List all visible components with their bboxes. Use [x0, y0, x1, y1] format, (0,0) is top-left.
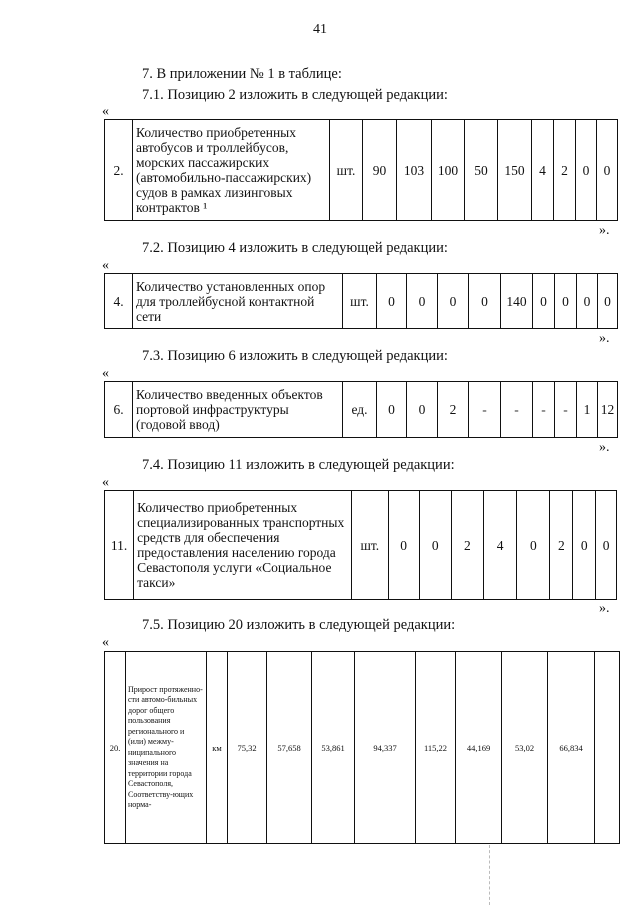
value-cell: -	[533, 382, 555, 438]
value-cell: 0	[419, 491, 451, 600]
page-number: 41	[313, 22, 327, 37]
value-cell: 53,02	[502, 652, 548, 844]
open-quote: «	[102, 635, 109, 650]
position-2-table	[104, 119, 618, 221]
close-quote: ».	[599, 331, 610, 346]
value-cell: 0	[388, 491, 419, 600]
close-quote: ».	[599, 223, 610, 238]
row-description: Количество установленных опор для троллейбусной контактной сети	[133, 274, 343, 329]
table-row	[105, 120, 618, 221]
heading: 7. В приложении № 1 в таблице:	[142, 66, 342, 82]
open-quote: «	[102, 104, 109, 119]
instruction-7-1: 7.1. Позицию 2 изложить в следующей редакции:	[142, 87, 448, 103]
open-quote: «	[102, 258, 109, 273]
value-cell: 0	[573, 491, 596, 600]
value-cell: 0	[576, 120, 597, 221]
close-quote: ».	[599, 440, 610, 455]
row-number: 4.	[105, 274, 133, 329]
row-description: Количество приобретенных автобусов и троллейбусов, морских пассажирских (автомобильно-пассажирских) судов в рамках лизинговых контрактов ¹	[133, 120, 330, 221]
value-cell: 140	[501, 274, 533, 329]
row-unit: шт.	[343, 274, 377, 329]
row-number: 2.	[105, 120, 133, 221]
value-cell: 0	[598, 274, 618, 329]
table-row	[105, 652, 620, 844]
value-cell: 100	[432, 120, 465, 221]
value-cell: 0	[577, 274, 598, 329]
value-cell: 0	[377, 382, 407, 438]
value-cell: 4	[484, 491, 517, 600]
row-description: Прирост протяженно-сти автомо-бильных дорог общего пользования регионального и (или) межму-ниципального значения на территории города Севастополя, Соответству-ющих норма-	[126, 652, 207, 844]
value-cell: 1	[577, 382, 598, 438]
open-quote: «	[102, 366, 109, 381]
row-unit: шт.	[330, 120, 363, 221]
row-number: 11.	[105, 491, 134, 600]
value-cell: 90	[363, 120, 397, 221]
row-number: 6.	[105, 382, 133, 438]
instruction-7-4: 7.4. Позицию 11 изложить в следующей редакции:	[142, 457, 455, 473]
value-cell: -	[555, 382, 577, 438]
value-cell: 12	[598, 382, 618, 438]
value-cell: 0	[596, 491, 617, 600]
open-quote: «	[102, 475, 109, 490]
value-cell	[595, 652, 620, 844]
row-unit: км	[207, 652, 228, 844]
value-cell: 0	[407, 274, 438, 329]
close-quote: ».	[599, 601, 610, 616]
value-cell: -	[469, 382, 501, 438]
row-number: 20.	[105, 652, 126, 844]
value-cell: 0	[377, 274, 407, 329]
scan-margin-line	[489, 845, 490, 905]
position-6-table	[104, 381, 618, 438]
value-cell: -	[501, 382, 533, 438]
value-cell: 150	[498, 120, 532, 221]
row-unit: ед.	[343, 382, 377, 438]
instruction-7-3: 7.3. Позицию 6 изложить в следующей редакции:	[142, 348, 448, 364]
value-cell: 0	[517, 491, 550, 600]
value-cell: 0	[438, 274, 469, 329]
value-cell: 0	[555, 274, 577, 329]
instruction-7-2: 7.2. Позицию 4 изложить в следующей редакции:	[142, 240, 448, 256]
table-row	[105, 382, 618, 438]
position-4-table	[104, 273, 618, 329]
value-cell: 2	[451, 491, 483, 600]
row-description: Количество приобретенных специализированных транспортных средств для обеспечения предоставления населению города Севастополя услуги «Социальное такси»	[134, 491, 352, 600]
value-cell: 2	[554, 120, 576, 221]
row-unit: шт.	[352, 491, 388, 600]
value-cell: 75,32	[228, 652, 267, 844]
value-cell: 0	[407, 382, 438, 438]
value-cell: 2	[550, 491, 573, 600]
value-cell: 0	[469, 274, 501, 329]
value-cell: 103	[397, 120, 432, 221]
value-cell: 94,337	[355, 652, 416, 844]
instruction-7-5: 7.5. Позицию 20 изложить в следующей редакции:	[142, 617, 456, 633]
row-description: Количество введенных объектов портовой инфраструктуры (годовой ввод)	[133, 382, 343, 438]
value-cell: 66,834	[548, 652, 595, 844]
value-cell: 57,658	[267, 652, 312, 844]
table-row	[105, 491, 617, 600]
value-cell: 2	[438, 382, 469, 438]
table-row	[105, 274, 618, 329]
value-cell: 50	[465, 120, 498, 221]
position-11-table	[104, 490, 617, 600]
value-cell: 0	[533, 274, 555, 329]
value-cell: 4	[532, 120, 554, 221]
value-cell: 44,169	[456, 652, 502, 844]
value-cell: 53,861	[312, 652, 355, 844]
value-cell: 0	[597, 120, 618, 221]
value-cell: 115,22	[416, 652, 456, 844]
position-20-table	[104, 651, 620, 844]
